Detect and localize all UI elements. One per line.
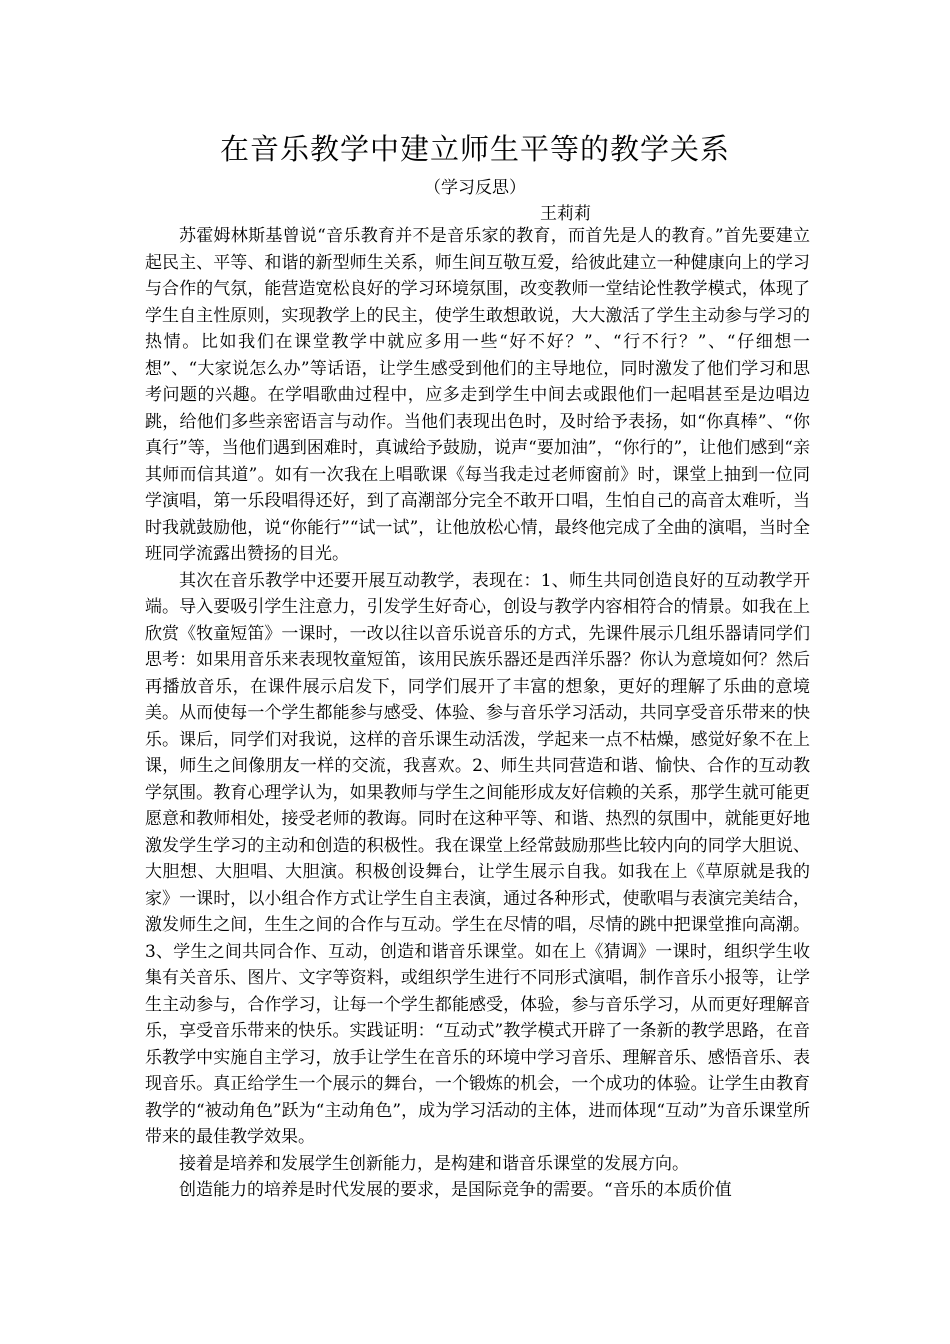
document-author: 王莉莉 [540,204,591,224]
paragraph-4: 创造能力的培养是时代发展的要求，是国际竞争的需要。“音乐的本质价值 [179,1180,732,1200]
document-body [145,223,810,1204]
document-subtitle: （学习反思） [424,178,526,198]
paragraph-3: 接着是培养和发展学生创新能力，是构建和谐音乐课堂的发展方向。 [179,1153,689,1174]
paragraph-2: 其次在音乐教学中还要开展互动教学，表现在：1、师生共同创造良好的互动教学开端。导入要吸引学生注意力，引发学生好奇心，创设与教学内容相符合的情景。如我在上欣赏《牧童短笛》一课时，一改以往以音乐说音乐的方式，先课件展示几组乐器请同学们思考：如果用音乐来表现牧童短笛，该用民族乐器还是西洋乐器？你认为意境如何？然后再播放音乐，在课件展示启发下，同学们展开了丰富的想象，更好的理解了乐曲的意境美。从而使每一个学生都能参与感受、体验、参与音乐学习活动，共同享受音乐带来的快乐。课后，同学们对我说，这样的音乐课生动活泼，学起来一点不枯燥，感觉好象不在上课，师生之间像朋友一样的交流，我喜欢。2、师生共同营造和谐、愉快、合作的互动教学氛围。教育心理学认为，如果教师与学生之间能形成友好信赖的关系，那学生就可能更愿意和教师相处，接受老师的教诲。同时在这种平等、和谐、热烈的氛围中，就能更好地激发学生学习的主动和创造的积极性。我在课堂上经常鼓励那些比较内向的同学大胆说、大胆想、大胆唱、大胆演。积极创设舞台，让学生展示自我。如我在上《草原就是我的家》一课时，以小组合作方式让学生自主表演，通过各种形式，使歌唱与表演完美结合，激发师生之间，生生之间的合作与互动。学生在尽情的唱，尽情的跳中把课堂推向高潮。3、学生之间共同合作、互动，创造和谐音乐课堂。如在上《猜调》一课时，组织学生收集有关音乐、图片、文字等资料，或组织学生进行不同形式演唱，制作音乐小报等，让学生主动参与，合作学习，让每一个学生都能感受，体验，参与音乐学习，从而更好理解音乐，享受音乐带来的快乐。实践证明：“互动式”教学模式开辟了一条新的教学思路，在音乐教学中实施自主学习，放手让学生在音乐的环境中学习音乐、理解音乐、感悟音乐、表现音乐。真正给学生一个展示的舞台，一个锻炼的机会，一个成功的体验。让学生由教育教学的“被动角色”跃为“主动角色”，成为学习活动的主体，进而体现“互动”为音乐课堂所带来的最佳教学效果。 [145,570,810,1147]
paragraph-1: 苏霍姆林斯基曾说“音乐教育并不是音乐家的教育，而首先是人的教育。”首先要建立起民主、平等、和谐的新型师生关系，师生间互敬互爱，给彼此建立一种健康向上的学习与合作的气氛，能营造宽松良好的学习环境氛围，改变教师一堂结论性教学模式，体现了学生自主性原则，实现教学上的民主，使学生敢想敢说，大大激活了学生主动参与学习的热情。比如我们在课堂教学中就应多用一些“好不好？”、“行不行？”、“仔细想一想”、“大家说怎么办”等话语，让学生感受到他们的主导地位，同时激发了他们学习和思考问题的兴趣。在学唱歌曲过程中，应多走到学生中间去或跟他们一起唱甚至是边唱边跳，给他们多些亲密语言与动作。当他们表现出色时，及时给予表扬，如“你真棒”、“你真行”等，当他们遇到困难时，真诚给予鼓励，说声“要加油”，“你行的”，让他们感到“亲其师而信其道”。如有一次我在上唱歌课《每当我走过老师窗前》时，课堂上抽到一位同学演唱，第一乐段唱得还好，到了高潮部分完全不敢开口唱，生怕自己的高音太难听，当时我就鼓励他，说“你能行”“试一试”，让他放松心情，最终他完成了全曲的演唱，当时全班同学流露出赞扬的目光。 [145,226,810,564]
document-title: 在音乐教学中建立师生平等的教学关系 [219,132,730,166]
